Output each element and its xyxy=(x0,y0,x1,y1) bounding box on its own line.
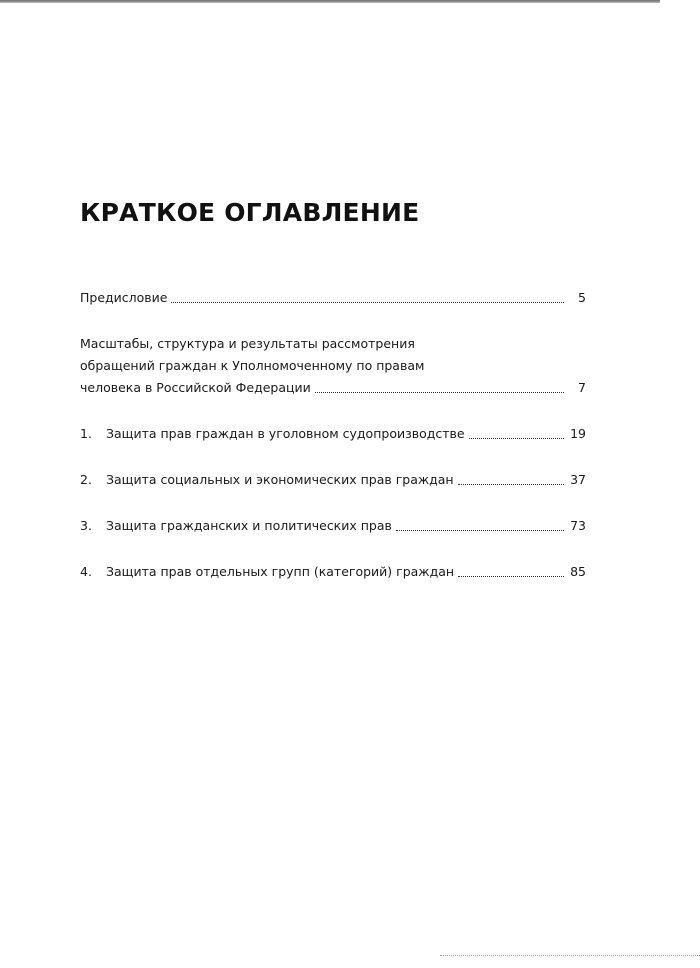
toc-entry-label: Защита прав отдельных групп (категорий) граждан xyxy=(106,564,455,579)
toc-page-number: 19 xyxy=(570,426,586,441)
toc-entry-last-line xyxy=(80,377,586,399)
toc-page-number: 5 xyxy=(578,290,586,305)
toc-entry-label: Защита гражданских и политических прав xyxy=(106,518,392,533)
dot-leader xyxy=(469,438,564,439)
chapter-number: 2. xyxy=(80,472,92,487)
chapter-number: 3. xyxy=(80,518,92,533)
dot-leader xyxy=(171,302,564,303)
toc-page-number: 85 xyxy=(570,564,586,579)
toc-entry-label: Защита социальных и экономических прав граждан xyxy=(106,472,454,487)
toc-entry-label: Предисловие xyxy=(80,290,168,305)
dot-leader xyxy=(396,530,564,531)
scan-edge-bottom xyxy=(440,955,700,958)
dot-leader xyxy=(315,392,564,393)
toc-entry-chapter-2[interactable] xyxy=(80,469,586,491)
toc-entry-overview[interactable] xyxy=(80,333,586,399)
page-title: КРАТКОЕ ОГЛАВЛЕНИЕ xyxy=(80,198,420,227)
toc-entry-label-line: человека в Российской Федерации xyxy=(80,380,311,395)
toc-page-number: 73 xyxy=(570,518,586,533)
toc-entry-chapter-1[interactable] xyxy=(80,423,586,445)
chapter-number: 4. xyxy=(80,564,92,579)
table-of-contents xyxy=(80,198,586,607)
toc-page-number: 7 xyxy=(578,380,586,395)
scan-edge-top xyxy=(0,0,660,3)
toc-entry-label: Защита прав граждан в уголовном судопроизводстве xyxy=(106,426,465,441)
toc-page-number: 37 xyxy=(570,472,586,487)
toc-entry-chapter-3[interactable] xyxy=(80,515,586,537)
toc-entry-label-line: Масштабы, структура и результаты рассмотрения xyxy=(80,336,415,351)
dot-leader xyxy=(458,484,564,485)
toc-entry-chapter-4[interactable] xyxy=(80,561,586,583)
toc-entry-preface[interactable] xyxy=(80,287,586,309)
chapter-number: 1. xyxy=(80,426,92,441)
toc-entry-label-line: обращений граждан к Уполномоченному по правам xyxy=(80,358,425,373)
dot-leader xyxy=(458,576,564,577)
